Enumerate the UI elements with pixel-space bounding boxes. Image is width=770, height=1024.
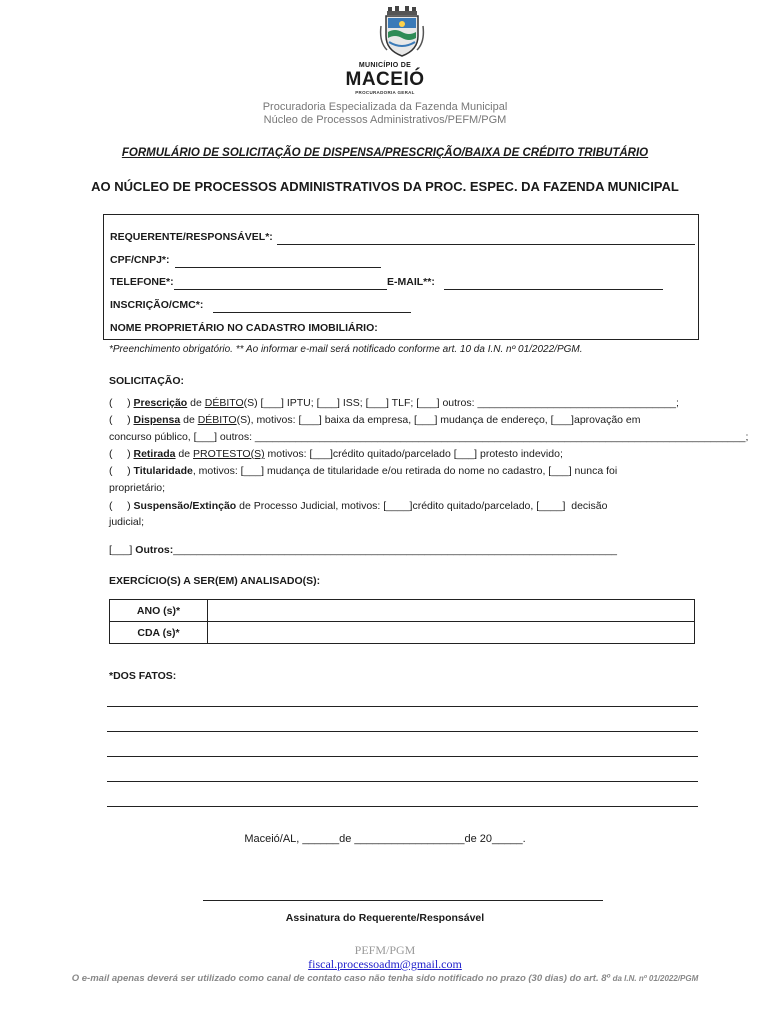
request-option-judicial[interactable] xyxy=(109,500,607,512)
request-option-waiver-cont: concurso público, [___] outros: ____________________________________________________________________________________; xyxy=(109,431,749,443)
document-label: CPF/CNPJ*: xyxy=(110,254,170,266)
exercises-table xyxy=(109,599,695,644)
signature-label: Assinatura do Requerente/Responsável xyxy=(285,912,485,924)
requester-box xyxy=(103,214,699,340)
facts-heading: *DOS FATOS: xyxy=(109,670,177,682)
date-line: Maceió/AL, ______de __________________de 20_____. xyxy=(244,833,526,845)
brand-municipality-label: MUNICÍPIO DE xyxy=(358,62,412,69)
option-label: Prescrição xyxy=(133,397,188,409)
table-row xyxy=(110,622,695,644)
checkbox-marker: [___] xyxy=(109,544,136,556)
owner-name-label: NOME PROPRIETÁRIO NO CADASTRO IMOBILIÁRIO: xyxy=(110,322,378,334)
addressee-heading: AO NÚCLEO DE PROCESSOS ADMINISTRATIVOS DA PROC. ESPEC. DA FAZENDA MUNICIPAL xyxy=(91,179,679,194)
request-heading: SOLICITAÇÃO: xyxy=(109,375,185,387)
option-text: PROTESTO(S) xyxy=(193,448,265,460)
signature-line[interactable] xyxy=(203,900,603,901)
department-line-2: Núcleo de Processos Administrativos/PEFM/PGM xyxy=(263,114,507,126)
footer-department: PEFM/PGM xyxy=(354,943,416,957)
contact-email-link[interactable]: fiscal.processoadm@gmail.com xyxy=(308,957,462,971)
email-label: E-MAIL**: xyxy=(387,276,435,288)
footer-notice-ref: da I.N. nº 01/2022/PGM xyxy=(612,974,699,983)
option-details: (S), motivos: [___] baixa da empresa, [___] mudança de endereço, [___]aprovação em xyxy=(236,414,641,426)
phone-label: TELEFONE*: xyxy=(110,276,174,288)
option-text: DÉBITO xyxy=(204,397,244,409)
option-label: Titularidade xyxy=(133,465,193,477)
facts-line[interactable] xyxy=(107,756,698,757)
facts-line[interactable] xyxy=(107,806,698,807)
request-option-ownership-cont: proprietário; xyxy=(109,482,166,494)
registration-field[interactable] xyxy=(213,312,411,313)
others-field: ____________________________________________________________________________ xyxy=(173,544,618,556)
option-details: motivos: [___]crédito quitado/parcelado [___] protesto indevido; xyxy=(264,448,563,460)
registration-label: INSCRIÇÃO/CMC*: xyxy=(110,299,204,311)
required-fields-note: *Preenchimento obrigatório. ** Ao informar e-mail será notificado conforme art. 10 da I.N. nº 01/2022/PGM. xyxy=(109,344,583,355)
email-field[interactable] xyxy=(444,289,663,290)
brand-subtitle: PROCURADORIA GERAL xyxy=(355,90,415,95)
checkbox-marker: ( ) xyxy=(109,500,134,512)
footer-notice-text: O e-mail apenas deverá ser utilizado como canal de contato caso não tenha sido notificado no prazo (30 dias) do art. 8º xyxy=(71,973,610,984)
option-label: Suspensão/Extinção xyxy=(133,500,237,512)
option-label: Outros: xyxy=(135,544,174,556)
form-title: FORMULÁRIO DE SOLICITAÇÃO DE DISPENSA/PRESCRIÇÃO/BAIXA DE CRÉDITO TRIBUTÁRIO xyxy=(121,147,649,159)
request-option-protest-removal[interactable] xyxy=(109,448,563,460)
requester-name-label: REQUERENTE/RESPONSÁVEL*: xyxy=(110,231,273,243)
facts-line[interactable] xyxy=(107,731,698,732)
checkbox-marker: ( ) xyxy=(109,397,134,409)
request-option-others[interactable] xyxy=(109,544,617,556)
phone-field[interactable] xyxy=(174,289,387,290)
years-label: ANO (s)* xyxy=(110,600,208,622)
table-row xyxy=(110,600,695,622)
checkbox-marker: ( ) xyxy=(109,448,134,460)
request-option-ownership[interactable] xyxy=(109,465,617,477)
facts-line[interactable] xyxy=(107,706,698,707)
option-details: de Processo Judicial, motivos: [____]crédito quitado/parcelado, [____] decisão xyxy=(236,500,608,512)
option-details: (S) [___] IPTU; [___] ISS; [___] TLF; [___] outros: __________________________________; xyxy=(243,397,679,409)
request-option-waiver[interactable] xyxy=(109,414,641,426)
document-field[interactable] xyxy=(175,267,381,268)
department-line-1: Procuradoria Especializada da Fazenda Municipal xyxy=(262,101,508,113)
option-text: de xyxy=(180,414,198,426)
option-text: de xyxy=(175,448,194,460)
exercises-heading: EXERCÍCIO(S) A SER(EM) ANALISADO(S): xyxy=(109,575,321,587)
checkbox-marker: ( ) xyxy=(109,414,134,426)
request-option-judicial-cont: judicial; xyxy=(109,516,145,528)
years-field[interactable] xyxy=(208,600,695,622)
cda-label: CDA (s)* xyxy=(110,622,208,644)
cda-field[interactable] xyxy=(208,622,695,644)
request-option-prescription[interactable] xyxy=(109,397,679,409)
option-text: DÉBITO xyxy=(197,414,237,426)
coat-of-arms-logo xyxy=(379,6,425,58)
facts-line[interactable] xyxy=(107,781,698,782)
option-label: Dispensa xyxy=(133,414,181,426)
checkbox-marker: ( ) xyxy=(109,465,134,477)
brand-city-name: MACEIÓ xyxy=(345,69,425,90)
option-label: Retirada xyxy=(133,448,176,460)
option-details: , motivos: [___] mudança de titularidade e/ou retirada do nome no cadastro, [___] nunca foi xyxy=(192,465,618,477)
requester-name-field[interactable] xyxy=(277,244,695,245)
option-text: de xyxy=(187,397,205,409)
footer-notice xyxy=(0,973,770,984)
